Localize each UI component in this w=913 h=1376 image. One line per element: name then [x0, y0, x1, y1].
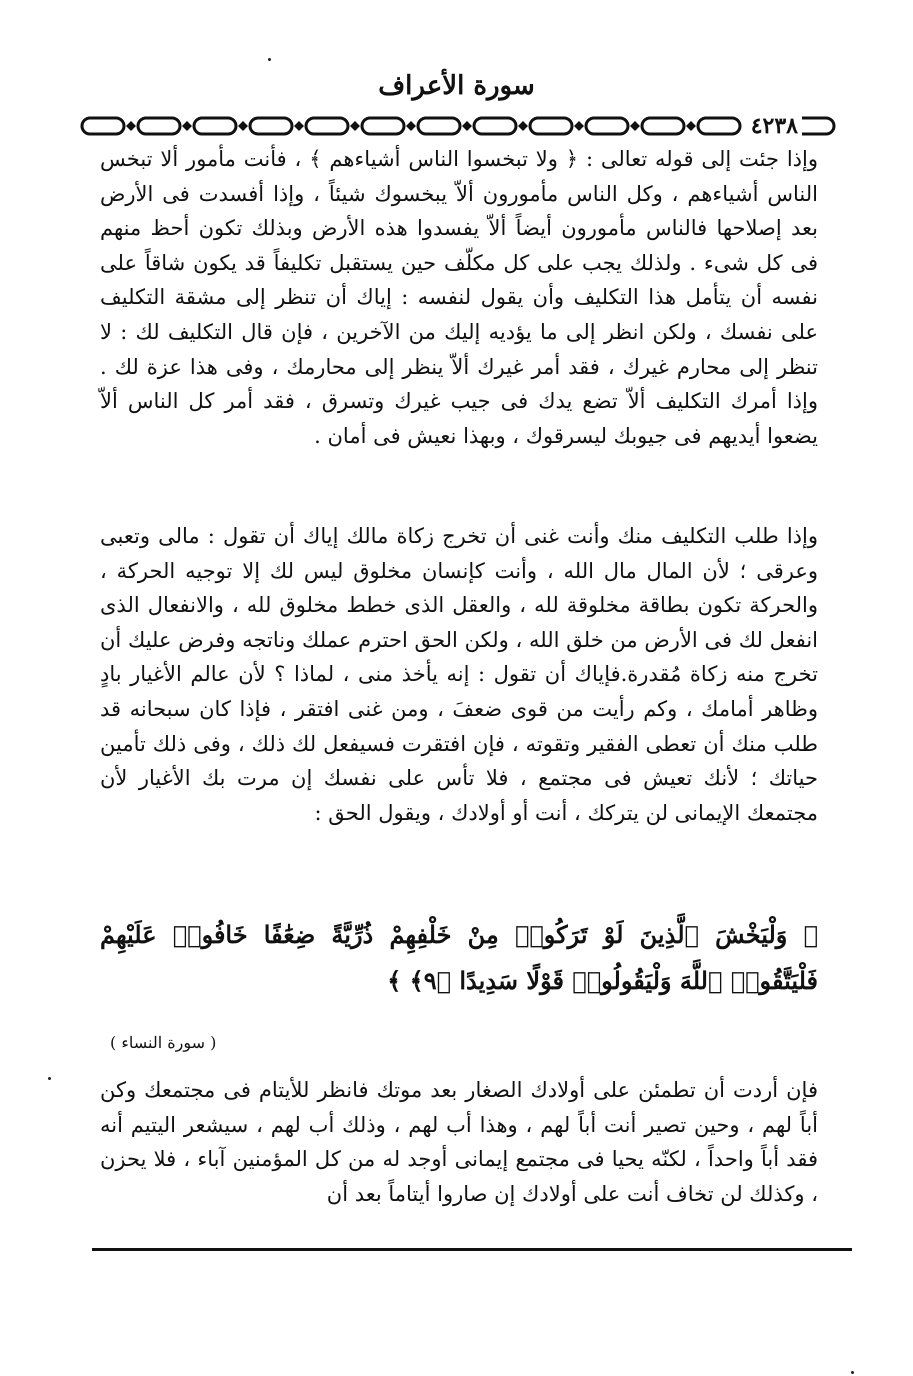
verse-reference: ( سورة النساء ): [110, 1033, 217, 1052]
paragraph-commentary-3: فإن أردت أن تطمئن على أولادك الصغار بعد موتك فانظر للأيتام فى مجتمعك وكن أباً لهم ، وحين تصير أنت أباً لهم ، وهذا أب لهم ، وذلك أب لهم ، سيشعر اليتيم أنه فقد أباً واحداً ، لكنّه يحيا فى مجتمع إيمانى أوجد له من كل المؤمنين آباء ، فلا يحزن ، وكذلك لن تخاف أنت على أولادك إن صاروا أيتاماً بعد أن: [100, 1078, 818, 1206]
speck-mark: [851, 1371, 854, 1374]
paragraph-commentary-1: وإذا جئت إلى قوله تعالى : ﴿ ولا تبخسوا الناس أشياءهم ﴾ ، فأنت مأمور ألا تبخس الناس أشياءهم ، وكل الناس مأمورون ألاّ يبخسوك شيئاً ، وإذا أفسدت فى الأرض بعد إصلاحها فالناس مأمورون أيضاً ألاّ يفسدوا هذه الأرض وبذلك تكون أحظ منهم فى كل شىء . ولذلك يجب على كل مكلّف حين يستقبل تكليفاً قد يكون شاقاً على نفسه أن يتأمل هذا التكليف وأن يقول لنفسه : إياك أن تنظر إلى مشقة التكليف على نفسك ، ولكن انظر إلى ما يؤديه إليك من الآخرين ، فإن قال التكليف لك : لا تنظر إلى محارم غيرك ، فقد أمر غيرك ألاّ ينظر إلى محارمك ، وفى هذا عزة لك . وإذا أمرك التكليف ألاّ تضع يدك فى جيب غيرك وتسرق ، فقد أمر كل الناس ألاّ يضعوا أيديهم فى جيوبك ليسرقوك ، وبهذا نعيش فى أمان .: [100, 147, 818, 448]
ornament-chain-icon: [80, 112, 840, 140]
footer-rule: [92, 1248, 852, 1251]
quran-verse: ﴿ وَلْيَخْشَ ٱلَّذِينَ لَوْ تَرَكُوا۟ مِنْ خَلْفِهِمْ ذُرِّيَّةً ضِعَٰفًا خَافُوا۟ عَلَيْهِمْ فَلْيَتَّقُوا۟ ٱللَّهَ وَلْيَقُولُوا۟ قَوْلًا سَدِيدًا ﴿٩﴾ ﴾: [100, 920, 818, 995]
paragraph-commentary-2: وإذا طلب التكليف منك وأنت غنى أن تخرج زكاة مالك إياك أن تقول : مالى وتعبى وعرقى ؛ لأن المال مال الله ، وأنت كإنسان مخلوق ليس لك إلا توجيه الحركة ، والحركة تكون بطاقة مخلوقة لله ، والعقل الذى خطط مخلوق لله ، والانفعال الذى انفعل لك فى الأرض من خلق الله ، ولكن الحق احترم عملك وناتجه وفرض عليك أن تخرج منه زكاة مُقدرة.فإياك أن تقول : إنه يأخذ منى ، لماذا ؟ لأن عالم الأغيار بادٍ وظاهر أمامك ، وكم رأيت من قوى ضعفَ ، ومن غنى افتقر ، فإذا كان سبحانه قد طلب منك أن تعطى الفقير وتقوته ، فإن افتقرت فسيفعل لك ذلك ، وفى ذلك تأمين حياتك ؛ لأنك تعيش فى مجتمع ، فلا تأس على نفسك إن مرت بك الأغيار لأن مجتمعك الإيمانى لن يتركك ، أنت أو أولادك ، ويقول الحق :: [100, 524, 818, 825]
speck-mark: [268, 58, 271, 61]
ornamental-header-bar: [80, 112, 840, 140]
surah-title: سورة الأعراف: [378, 71, 535, 101]
speck-mark: [48, 1077, 51, 1080]
page-number: ٤٢٣٨: [747, 112, 802, 140]
